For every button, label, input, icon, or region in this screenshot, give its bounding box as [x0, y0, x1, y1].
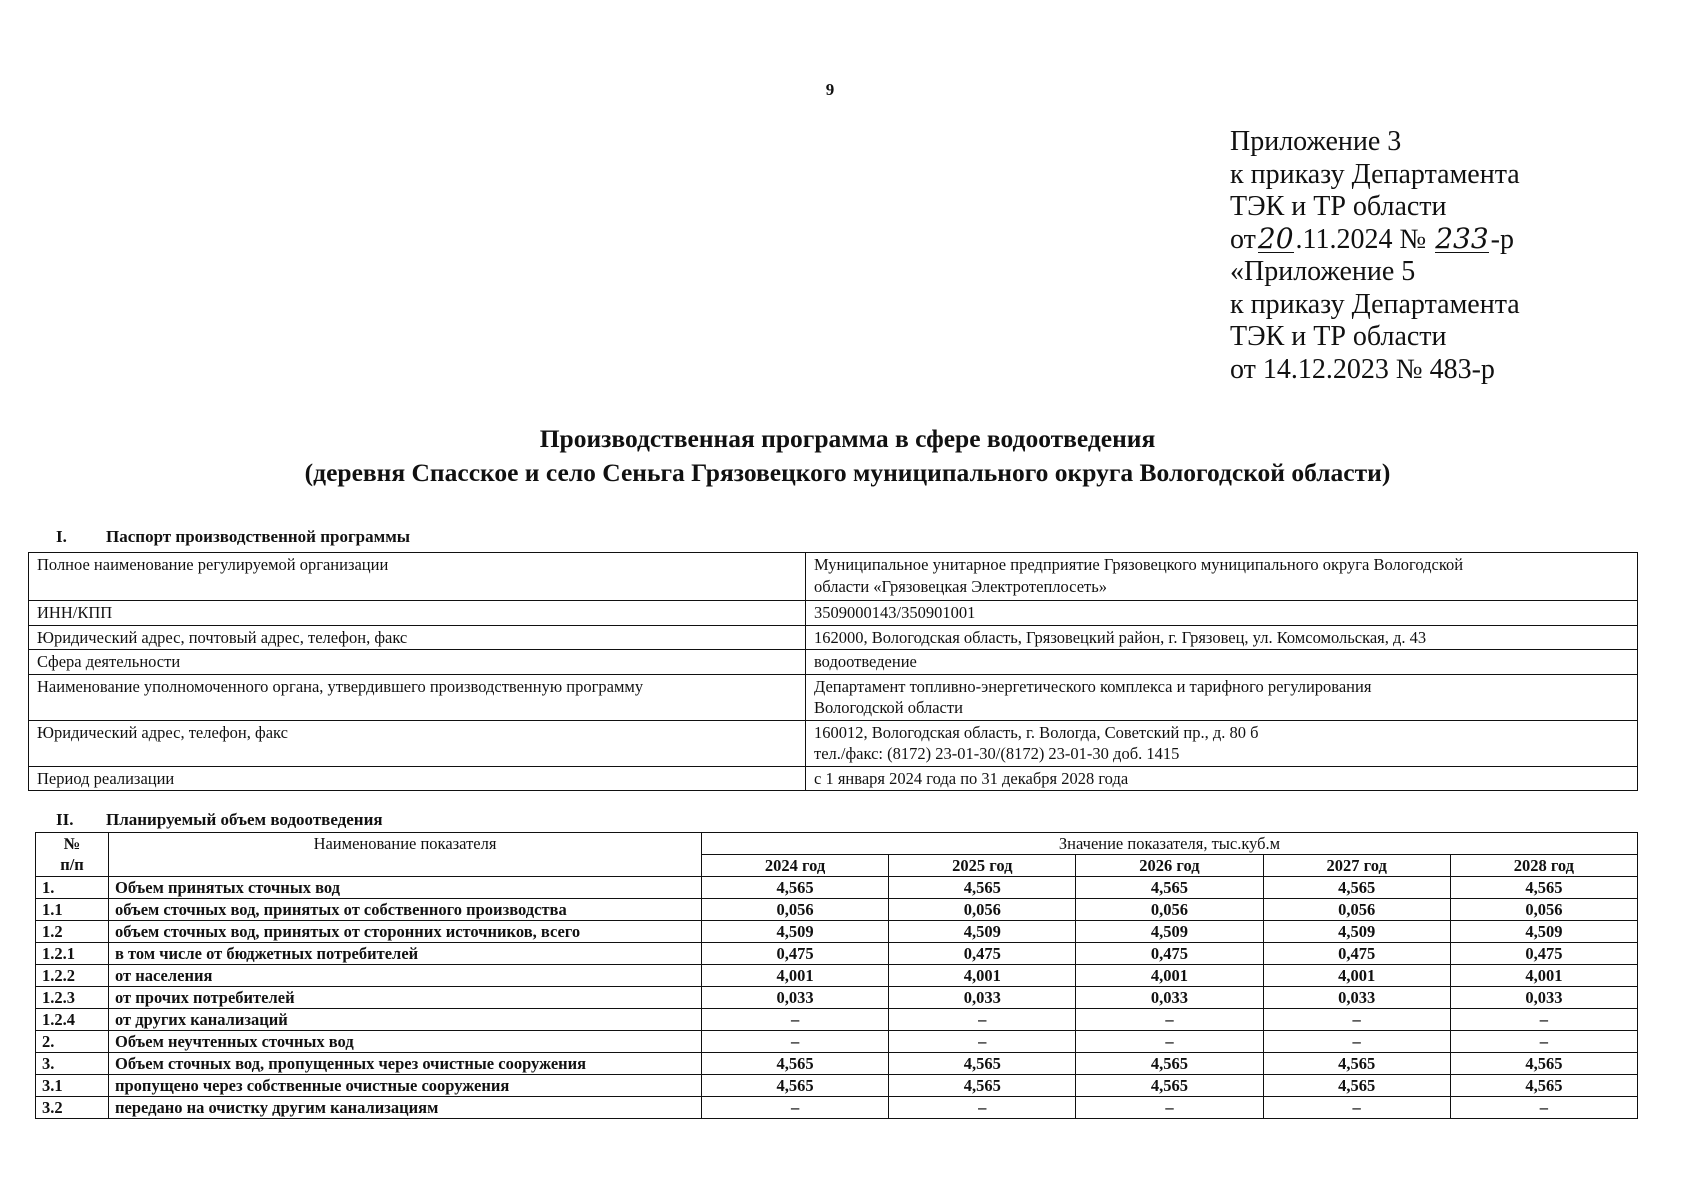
passport-value-line: 160012, Вологодская область, г. Вологда, Советский пр., д. 80 б — [814, 722, 1259, 742]
indicator-value: – — [1450, 1031, 1637, 1053]
indicator-value: 4,565 — [1450, 1075, 1637, 1097]
passport-row — [29, 553, 1638, 601]
passport-row — [29, 625, 1638, 650]
indicator-value: 4,001 — [1263, 965, 1450, 987]
passport-row — [29, 766, 1638, 791]
indicator-value: – — [889, 1097, 1076, 1119]
row-number: 1.2 — [36, 921, 109, 943]
indicator-value: 0,056 — [1450, 899, 1637, 921]
passport-label: ИНН/КПП — [29, 601, 806, 626]
row-number: 2. — [36, 1031, 109, 1053]
indicator-value: 0,056 — [889, 899, 1076, 921]
row-number: 1.2.3 — [36, 987, 109, 1009]
indicator-value: – — [889, 1009, 1076, 1031]
table-row — [36, 1075, 1638, 1097]
indicator-name: объем сточных вод, принятых от собственного производства — [109, 899, 702, 921]
indicator-value: 4,565 — [1450, 877, 1637, 899]
indicator-name: от прочих потребителей — [109, 987, 702, 1009]
indicator-value: 4,001 — [1076, 965, 1263, 987]
section-number: II. — [56, 810, 74, 829]
passport-value — [806, 720, 1638, 766]
indicator-name: объем сточных вод, принятых от сторонних источников, всего — [109, 921, 702, 943]
indicator-value: 0,056 — [1076, 899, 1263, 921]
passport-label: Период реализации — [29, 766, 806, 791]
passport-value-line: тел./факс: (8172) 23-01-30/(8172) 23-01-30 доб. 1415 — [814, 744, 1180, 763]
table-row — [36, 987, 1638, 1009]
indicator-value: 4,565 — [1076, 1053, 1263, 1075]
row-number: 1.2.2 — [36, 965, 109, 987]
row-number: 1. — [36, 877, 109, 899]
passport-value-line: 162000, Вологодская область, Грязовецкий район, г. Грязовец, ул. Комсомольская, д. 43 — [814, 627, 1427, 647]
passport-value — [806, 601, 1638, 626]
indicator-value: – — [702, 1031, 889, 1053]
indicator-name: передано на очистку другим канализациям — [109, 1097, 702, 1119]
passport-value-line: Департамент топливно-энергетического комплекса и тарифного регулирования — [814, 676, 1372, 696]
indicator-value: – — [1076, 1009, 1263, 1031]
passport-table — [28, 552, 1638, 791]
header-text: п/п — [60, 855, 84, 874]
row-number: 3.2 — [36, 1097, 109, 1119]
passport-value-line: Муниципальное унитарное предприятие Грязовецкого муниципального округа Вологодской — [814, 555, 1464, 574]
indicator-value: 4,509 — [1450, 921, 1637, 943]
handwritten-day: 20 — [1257, 221, 1294, 255]
row-number: 1.1 — [36, 899, 109, 921]
row-number: 3. — [36, 1053, 109, 1075]
passport-label: Сфера деятельности — [29, 650, 806, 675]
table-row — [36, 1009, 1638, 1031]
passport-value — [806, 766, 1638, 791]
indicator-value: 0,475 — [1450, 943, 1637, 965]
column-header-values: Значение показателя, тыс.куб.м — [702, 833, 1638, 855]
table-row — [36, 1053, 1638, 1075]
passport-row — [29, 720, 1638, 766]
indicator-value: – — [1450, 1097, 1637, 1119]
passport-row — [29, 674, 1638, 720]
indicator-value: 0,056 — [702, 899, 889, 921]
indicator-value: 4,001 — [1450, 965, 1637, 987]
appendix-line: ТЭК и ТР области — [1230, 321, 1447, 352]
indicator-value: 4,565 — [889, 877, 1076, 899]
indicator-value: 4,565 — [1263, 1075, 1450, 1097]
passport-label: Наименование уполномоченного органа, утвердившего производственную программу — [29, 674, 806, 720]
passport-value-line: Вологодской области — [814, 698, 963, 717]
column-header-number — [36, 833, 109, 877]
indicator-value: – — [702, 1009, 889, 1031]
indicator-value: 4,565 — [1450, 1053, 1637, 1075]
indicator-value: 0,475 — [1076, 943, 1263, 965]
indicator-value: 4,509 — [1076, 921, 1263, 943]
passport-value — [806, 553, 1638, 601]
column-header-year: 2028 год — [1450, 855, 1637, 877]
section-1-heading — [56, 527, 410, 547]
indicator-value: 0,033 — [1450, 987, 1637, 1009]
indicator-value: – — [1450, 1009, 1637, 1031]
passport-value-line: водоотведение — [814, 652, 917, 671]
table-row — [36, 1097, 1638, 1119]
indicator-value: – — [1076, 1031, 1263, 1053]
column-header-year: 2024 год — [702, 855, 889, 877]
table-row — [36, 921, 1638, 943]
indicator-value: – — [1263, 1097, 1450, 1119]
header-text: № — [63, 834, 81, 853]
indicator-value: 0,475 — [1263, 943, 1450, 965]
indicator-value: 4,565 — [1263, 1053, 1450, 1075]
row-number: 3.1 — [36, 1075, 109, 1097]
order-date-mid: .11.2024 № — [1295, 223, 1427, 255]
column-header-year: 2026 год — [1076, 855, 1263, 877]
indicator-value: 4,001 — [702, 965, 889, 987]
passport-label: Полное наименование регулируемой организации — [29, 553, 806, 601]
passport-value-line: 3509000143/350901001 — [814, 603, 976, 622]
appendix-line: от 14.12.2023 № 483-р — [1230, 353, 1495, 385]
title-line-1: Производственная программа в сфере водоотведения — [539, 424, 1156, 453]
indicator-value: 4,565 — [1076, 1075, 1263, 1097]
passport-label: Юридический адрес, почтовый адрес, телефон, факс — [29, 625, 806, 650]
row-number: 1.2.1 — [36, 943, 109, 965]
passport-label: Юридический адрес, телефон, факс — [29, 720, 806, 766]
indicator-value: – — [1263, 1009, 1450, 1031]
indicator-value: – — [702, 1097, 889, 1119]
indicator-name: Объем принятых сточных вод — [109, 877, 702, 899]
indicator-value: 4,565 — [1076, 877, 1263, 899]
indicator-value: 0,033 — [1076, 987, 1263, 1009]
indicator-name: Объем сточных вод, пропущенных через очистные сооружения — [109, 1053, 702, 1075]
column-header-year: 2027 год — [1263, 855, 1450, 877]
indicator-value: 4,001 — [889, 965, 1076, 987]
appendix-line: «Приложение 5 — [1230, 256, 1416, 287]
indicator-value: – — [889, 1031, 1076, 1053]
section-number: I. — [56, 527, 67, 546]
passport-row — [29, 650, 1638, 675]
indicator-value: 0,475 — [889, 943, 1076, 965]
passport-row — [29, 601, 1638, 626]
section-title: Планируемый объем водоотведения — [106, 810, 383, 829]
indicator-value: 4,565 — [702, 1075, 889, 1097]
indicator-value: 4,565 — [1263, 877, 1450, 899]
appendix-line: к приказу Департамента — [1230, 158, 1520, 190]
passport-value-line: области «Грязовецкая Электротеплосеть» — [814, 576, 1108, 596]
page-number: 9 — [825, 80, 835, 99]
indicator-value: 4,509 — [889, 921, 1076, 943]
indicator-value: 0,033 — [889, 987, 1076, 1009]
indicator-value: 0,033 — [702, 987, 889, 1009]
table-row — [36, 943, 1638, 965]
title-line-2: (деревня Спасское и село Сеньга Грязовецкого муниципального округа Вологодской области) — [304, 458, 1391, 487]
indicator-name: в том числе от бюджетных потребителей — [109, 943, 702, 965]
appendix-block — [1230, 126, 1520, 386]
row-number: 1.2.4 — [36, 1009, 109, 1031]
table-row — [36, 899, 1638, 921]
indicator-value: 0,033 — [1263, 987, 1450, 1009]
volume-table — [35, 832, 1638, 1119]
indicator-value: 0,475 — [702, 943, 889, 965]
passport-value — [806, 674, 1638, 720]
indicator-value: – — [1076, 1097, 1263, 1119]
section-title: Паспорт производственной программы — [106, 527, 411, 546]
column-header-name: Наименование показателя — [109, 833, 702, 877]
appendix-order-date-line — [1230, 221, 1520, 257]
table-row — [36, 1031, 1638, 1053]
appendix-line: ТЭК и ТР области — [1230, 191, 1447, 222]
passport-value-line: с 1 января 2024 года по 31 декабря 2028 года — [814, 768, 1129, 788]
table-row — [36, 965, 1638, 987]
column-header-year: 2025 год — [889, 855, 1076, 877]
indicator-name: от населения — [109, 965, 702, 987]
indicator-name: пропущено через собственные очистные сооружения — [109, 1075, 702, 1097]
order-prefix: от — [1230, 223, 1256, 255]
indicator-value: 4,565 — [889, 1075, 1076, 1097]
section-2-heading — [56, 810, 383, 830]
appendix-line: к приказу Департамента — [1230, 288, 1520, 320]
indicator-value: 4,509 — [1263, 921, 1450, 943]
handwritten-number: 233 — [1435, 221, 1489, 255]
indicator-value: 4,565 — [702, 877, 889, 899]
indicator-name: от других канализаций — [109, 1009, 702, 1031]
indicator-value: 4,565 — [702, 1053, 889, 1075]
indicator-name: Объем неучтенных сточных вод — [109, 1031, 702, 1053]
order-suffix: -р — [1490, 223, 1514, 255]
appendix-line: Приложение 3 — [1230, 126, 1402, 157]
passport-value — [806, 650, 1638, 675]
passport-value — [806, 625, 1638, 650]
indicator-value: – — [1263, 1031, 1450, 1053]
indicator-value: 0,056 — [1263, 899, 1450, 921]
indicator-value: 4,565 — [889, 1053, 1076, 1075]
indicator-value: 4,509 — [702, 921, 889, 943]
document-title — [0, 422, 1695, 490]
table-row — [36, 877, 1638, 899]
